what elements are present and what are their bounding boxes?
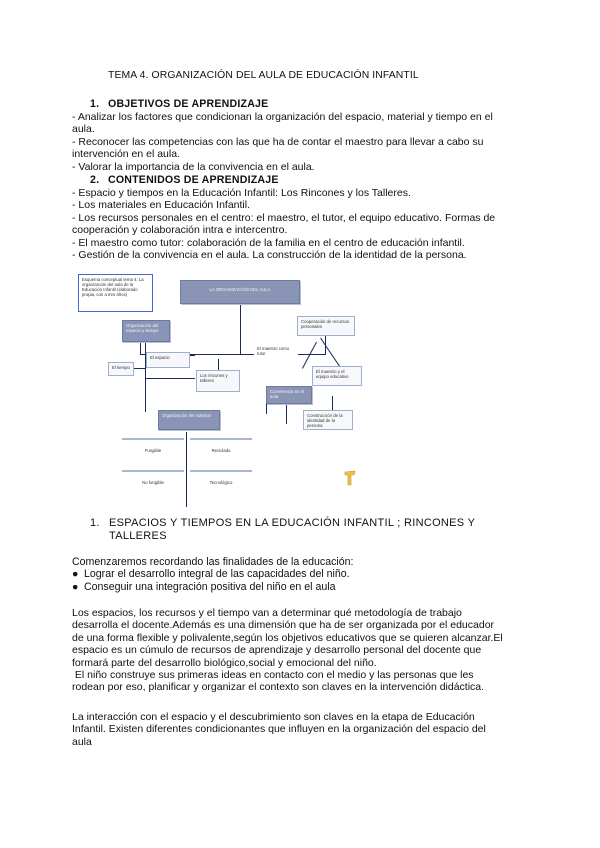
text-line: - Gestión de la convivencia en el aula. La construcción de la identidad de la persona. [72, 249, 467, 262]
connector-line [186, 432, 187, 507]
connector-line [302, 342, 317, 369]
connector-line [320, 338, 340, 367]
section-heading-text-cont: TALLERES [109, 529, 167, 542]
text-line: desarrolla el docente.Además es una dimensión que ha de ser organizada por el educador [72, 619, 495, 632]
list-item-text: Conseguir una integración positiva del niño en el aula [84, 581, 336, 593]
text-line: de una forma flexible y polivalente,según los objetivos educativos que se quieren alcanzar.El [72, 631, 503, 644]
diagram-box-tiempos: El tiempo [108, 362, 134, 376]
list-item [72, 581, 350, 594]
connector-line [332, 396, 333, 410]
diagram-box-maestro: El maestro como tutor [254, 344, 298, 364]
text-line: El niño construye sus primeras ideas en contacto con el medio y las personas que les [72, 669, 474, 682]
diagram-box-el-espacio: El espacio [146, 352, 190, 368]
diagram-box-convivencia: Convivencia en el aula [266, 386, 312, 404]
text-line: - Reconocer las competencias con las que ha de contar el maestro para llevar a cabo su [72, 135, 484, 148]
text-line: formará parte del desarrollo biológico,social y emocional del niño. [72, 656, 377, 669]
text-line: - Valorar la importancia de la convivencia en el aula. [72, 160, 315, 173]
diagram-table-cell: No fungible [122, 470, 184, 494]
sketch-icon [344, 469, 356, 487]
page-title: TEMA 4. ORGANIZACIÓN DEL AULA DE EDUCACIÓN INFANTIL [108, 70, 419, 81]
section-heading-espacios [90, 517, 475, 542]
connector-line [145, 340, 146, 412]
list-item-text: Lograr el desarrollo integral de las capacidades del niño. [84, 568, 350, 580]
section-heading-contenidos [90, 174, 279, 186]
text-line: espacio es un cúmulo de recursos de aprendizaje y desarrollo personal del docente que [72, 644, 482, 657]
section-number: 1. [90, 517, 100, 529]
intro-text: Comenzaremos recordando las finalidades de la educación: [72, 556, 354, 568]
diagram-note-box: Esquema conceptual tema 4: La organización del aula de la Educación Infantil (elaborado propia, con a tres años) [78, 274, 153, 312]
section-heading-objetivos [90, 98, 268, 110]
text-line: Infantil. Existen diferentes condicionantes que influyen en la organización del espacio del [72, 723, 486, 736]
bullet-icon: ● [72, 568, 79, 580]
diagram-box-rincones: Los rincones y talleres [196, 370, 240, 392]
text-line: rodean por eso, planificar y organizar el contexto son claves en la intervención didáctica. [72, 681, 485, 694]
section-number: 2. [90, 174, 100, 186]
text-line: aula [72, 735, 92, 748]
contenidos-list [72, 187, 542, 261]
objetivos-list [72, 111, 542, 173]
section-heading-text: ESPACIOS Y TIEMPOS EN LA EDUCACIÓN INFANTIL ; RINCONES Y [109, 517, 476, 529]
diagram-table-cell: Tecnológico [190, 470, 252, 494]
text-line: La interacción con el espacio y el descubrimiento son claves en la etapa de Educación [72, 711, 475, 723]
diagram-box-cooperacion: Cooperación de recursos personales [297, 316, 355, 336]
diagram-box-org-espacio: Organización del espacio y tiempo [122, 320, 170, 342]
text-line: - Los materiales en Educación Infantil. [72, 199, 251, 212]
bullet-list [72, 568, 350, 594]
connector-line [145, 378, 195, 379]
paragraph-interaccion [72, 711, 552, 748]
text-line: cooperación y colaboración intra e intercentro. [72, 224, 288, 237]
concept-map-diagram [78, 272, 378, 507]
text-line: Los espacios, los recursos y el tiempo van a determinar qué metodología de trabajo [72, 607, 462, 619]
diagram-box-org-material: Organización del material [158, 410, 220, 430]
text-line: - Los recursos personales en el centro: el maestro, el tutor, el equipo educativo. Formas de [72, 211, 496, 224]
paragraph-espacios [72, 607, 552, 694]
section-heading-text: OBJETIVOS DE APRENDIZAJE [108, 98, 269, 110]
text-line: intervención en el aula. [72, 148, 180, 161]
text-line: - Espacio y tiempos en la Educación Infantil: Los Rincones y los Talleres. [72, 187, 411, 199]
list-item [72, 568, 350, 581]
section-number: 1. [90, 98, 100, 110]
diagram-root-box: LA ORGANIZACIÓN DEL AULA [180, 280, 300, 304]
text-line: - Analizar los factores que condicionan la organización del espacio, material y tiempo en el [72, 111, 493, 123]
diagram-table-cell: Fungible [122, 438, 184, 462]
text-line: aula. [72, 123, 95, 136]
diagram-table-cell: Reciclado [190, 438, 252, 462]
section-heading-text: CONTENIDOS DE APRENDIZAJE [108, 174, 279, 186]
diagram-box-identidad: Construcción de la identidad de la persona [303, 410, 353, 430]
bullet-icon: ● [72, 581, 79, 593]
text-line: - El maestro como tutor: colaboración de la familia en el centro de educación infantil. [72, 236, 465, 249]
diagram-box-equipo: El maestro y el equipo educativo [312, 366, 362, 386]
